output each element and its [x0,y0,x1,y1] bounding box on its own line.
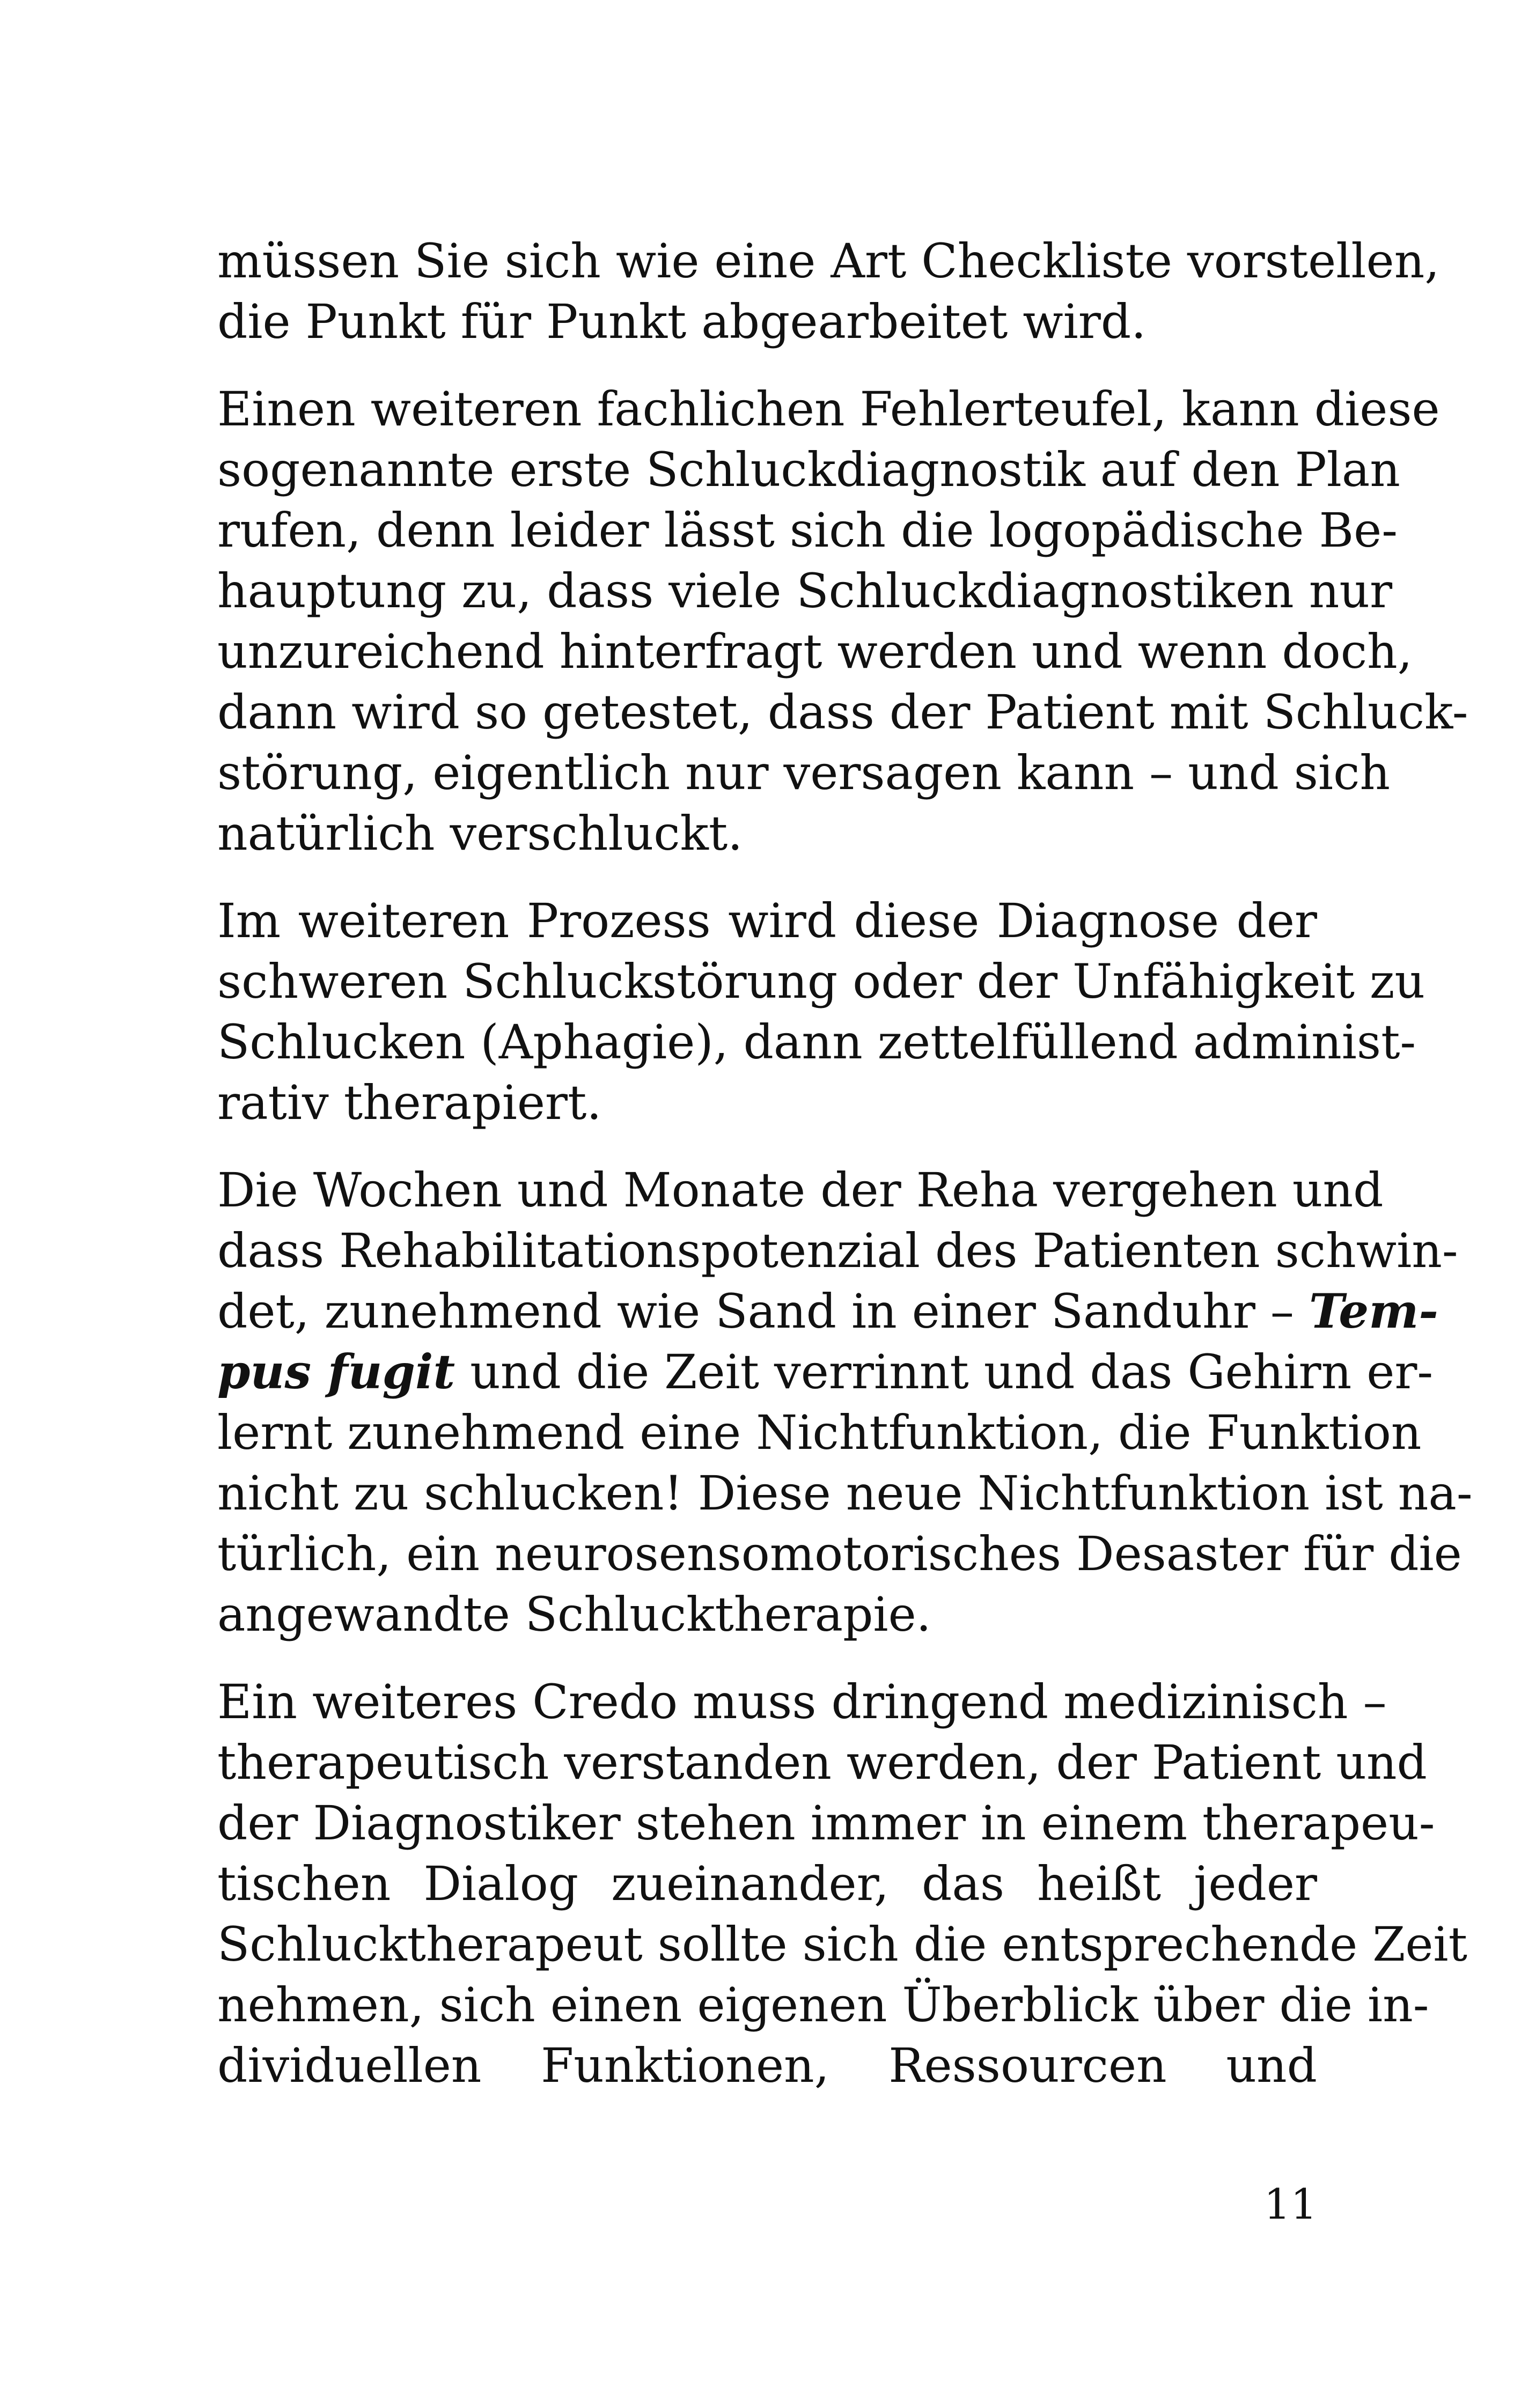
text-line: Die Wochen und Monate der Reha vergehen und [217,1162,1384,1218]
text-line: störung, eigentlich nur versagen kann – und sich [217,745,1391,800]
text-line: therapeutisch verstanden werden, der Patient und [217,1735,1427,1790]
emphasized-text: Tem- [1309,1283,1438,1339]
paragraph-1 [217,231,1440,352]
text-line: dann wird so getestet, dass der Patient mit Schluck- [217,684,1468,740]
text-line: nehmen, sich einen eigenen Überblick über die in- [217,1977,1429,2033]
text-line: natürlich verschluckt. [217,806,743,861]
paragraph-5 [217,1671,1467,2096]
text-line: tischen Dialog zueinander, das heißt jeder [217,1856,1317,1911]
text-line: Schlucktherapeut sollte sich die entsprechende Zeit [217,1917,1467,1972]
text-line: müssen Sie sich wie eine Art Checkliste vorstellen, [217,233,1440,289]
text-run: det, zunehmend wie Sand in einer Sanduhr – [217,1284,1309,1339]
text-line: Einen weiteren fachlichen Fehlerteufel, kann diese [217,381,1440,437]
emphasized-text: pus fugit [217,1344,455,1400]
page-number: 11 [1263,2181,1317,2229]
paragraph-3 [217,890,1426,1133]
text-line [217,1281,1438,1342]
text-line: sogenannte erste Schluckdiagnostik auf den Plan [217,442,1400,497]
text-line: unzureichend hinterfragt werden und wenn doch, [217,624,1413,679]
text-line: dass Rehabilitationspotenzial des Patienten schwin- [217,1223,1458,1278]
text-line: dividuellen Funktionen, Ressourcen und [217,2038,1317,2093]
text-line: Im weiteren Prozess wird diese Diagnose der [217,893,1317,948]
text-line [217,1342,1434,1402]
text-line: die Punkt für Punkt abgearbeitet wird. [217,294,1147,349]
paragraph-2 [217,379,1468,864]
paragraph-4 [217,1160,1473,1645]
text-line: rufen, denn leider lässt sich die logopädische Be- [217,503,1398,558]
text-line: Schlucken (Aphagie), dann zettelfüllend administ- [217,1014,1416,1070]
text-run: und die Zeit verrinnt und das Gehirn er- [455,1344,1434,1400]
text-line: Ein weiteres Credo muss dringend medizinisch – [217,1674,1387,1729]
text-line: lernt zunehmend eine Nichtfunktion, die Funktion [217,1405,1422,1460]
text-line: der Diagnostiker stehen immer in einem therapeu- [217,1795,1435,1851]
text-line: rativ therapiert. [217,1075,602,1130]
text-line: schweren Schluckstörung oder der Unfähigkeit zu [217,954,1426,1009]
text-line: hauptung zu, dass viele Schluckdiagnostiken nur [217,563,1393,618]
text-line: nicht zu schlucken! Diese neue Nichtfunktion ist na- [217,1466,1473,1521]
text-line: angewandte Schlucktherapie. [217,1587,931,1642]
page-body [217,231,1473,2258]
text-line: türlich, ein neurosensomotorisches Desaster für die [217,1526,1462,1581]
